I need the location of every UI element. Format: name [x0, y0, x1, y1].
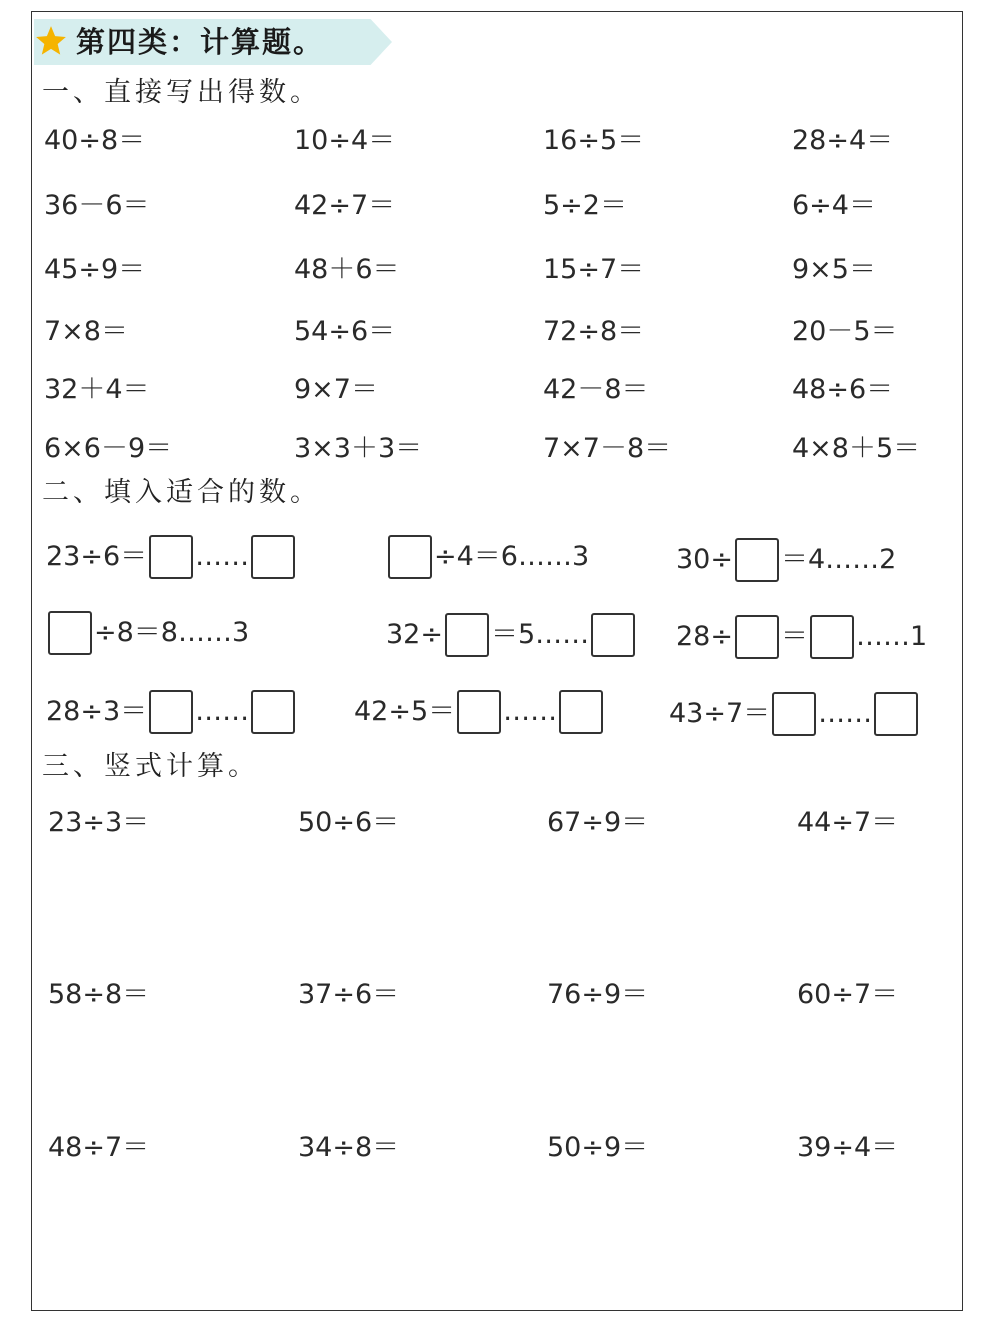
answer-box[interactable]	[48, 611, 92, 655]
oral-calc-problem: 3×3＋3＝	[294, 433, 423, 464]
answer-box[interactable]	[388, 535, 432, 579]
star-icon	[34, 24, 68, 58]
oral-calc-problem: 42÷7＝	[294, 190, 396, 221]
long-division-problem: 76÷9＝	[547, 979, 649, 1010]
problem-text: ……1	[855, 621, 928, 652]
problem-text: ……	[503, 696, 558, 727]
oral-calc-problem: 72÷8＝	[543, 316, 645, 347]
long-division-problem: 67÷9＝	[547, 807, 649, 838]
oral-calc-problem: 10÷4＝	[294, 125, 396, 156]
fill-in-problem	[354, 690, 605, 734]
problem-text: 32÷	[386, 619, 443, 650]
oral-calc-problem: 45÷9＝	[44, 254, 146, 285]
section-2-title: 二、填入适合的数。	[42, 477, 321, 508]
oral-calc-problem: 6×6－9＝	[44, 433, 173, 464]
fill-in-problem	[676, 615, 927, 659]
fill-in-problem	[46, 611, 249, 655]
answer-box[interactable]	[591, 613, 635, 657]
problem-text: 43÷7＝	[669, 698, 771, 729]
fill-in-problem	[669, 692, 920, 736]
answer-box[interactable]	[457, 690, 501, 734]
problem-text: ÷4＝6……3	[434, 541, 590, 572]
problem-text: 30÷	[676, 544, 733, 575]
section-3-title: 三、竖式计算。	[42, 751, 259, 782]
oral-calc-problem: 7×8＝	[44, 316, 128, 347]
oral-calc-problem: 36－6＝	[44, 190, 150, 221]
problem-text: 42÷5＝	[354, 696, 456, 727]
oral-calc-problem: 54÷6＝	[294, 316, 396, 347]
problem-text: ＝5……	[490, 619, 590, 650]
oral-calc-problem: 15÷7＝	[543, 254, 645, 285]
answer-box[interactable]	[149, 690, 193, 734]
answer-box[interactable]	[559, 690, 603, 734]
oral-calc-problem: 16÷5＝	[543, 125, 645, 156]
long-division-problem: 58÷8＝	[48, 979, 150, 1010]
oral-calc-problem: 4×8＋5＝	[792, 433, 921, 464]
answer-box[interactable]	[149, 535, 193, 579]
problem-text: 28÷3＝	[46, 696, 148, 727]
problem-text: ……	[195, 696, 250, 727]
long-division-problem: 37÷6＝	[298, 979, 400, 1010]
problem-text: ÷8＝8……3	[94, 617, 250, 648]
problem-text: ＝4……2	[780, 544, 897, 575]
fill-in-problem	[46, 535, 297, 579]
problem-text: ……	[818, 698, 873, 729]
fill-in-problem	[676, 538, 896, 582]
oral-calc-problem: 7×7－8＝	[543, 433, 672, 464]
oral-calc-problem: 5÷2＝	[543, 190, 627, 221]
oral-calc-problem: 28÷4＝	[792, 125, 894, 156]
oral-calc-problem: 20－5＝	[792, 316, 898, 347]
answer-box[interactable]	[445, 613, 489, 657]
long-division-problem: 48÷7＝	[48, 1132, 150, 1163]
oral-calc-problem: 40÷8＝	[44, 125, 146, 156]
long-division-problem: 44÷7＝	[797, 807, 899, 838]
fill-in-problem	[386, 535, 589, 579]
problem-text: ＝	[780, 621, 808, 652]
answer-box[interactable]	[810, 615, 854, 659]
oral-calc-problem: 32＋4＝	[44, 374, 150, 405]
answer-box[interactable]	[251, 690, 295, 734]
answer-box[interactable]	[772, 692, 816, 736]
problem-text: ……	[195, 541, 250, 572]
oral-calc-problem: 42－8＝	[543, 374, 649, 405]
long-division-problem: 39÷4＝	[797, 1132, 899, 1163]
long-division-problem: 60÷7＝	[797, 979, 899, 1010]
category-title: 第四类：计算题。	[76, 25, 325, 59]
oral-calc-problem: 48÷6＝	[792, 374, 894, 405]
oral-calc-problem: 9×7＝	[294, 374, 378, 405]
fill-in-problem	[386, 613, 637, 657]
section-1-title: 一、直接写出得数。	[42, 77, 321, 108]
long-division-problem: 23÷3＝	[48, 807, 150, 838]
problem-text: 23÷6＝	[46, 541, 148, 572]
answer-box[interactable]	[251, 535, 295, 579]
answer-box[interactable]	[874, 692, 918, 736]
long-division-problem: 50÷9＝	[547, 1132, 649, 1163]
oral-calc-problem: 48＋6＝	[294, 254, 400, 285]
answer-box[interactable]	[735, 615, 779, 659]
long-division-problem: 50÷6＝	[298, 807, 400, 838]
oral-calc-problem: 6÷4＝	[792, 190, 876, 221]
answer-box[interactable]	[735, 538, 779, 582]
fill-in-problem	[46, 690, 297, 734]
long-division-problem: 34÷8＝	[298, 1132, 400, 1163]
oral-calc-problem: 9×5＝	[792, 254, 876, 285]
problem-text: 28÷	[676, 621, 733, 652]
